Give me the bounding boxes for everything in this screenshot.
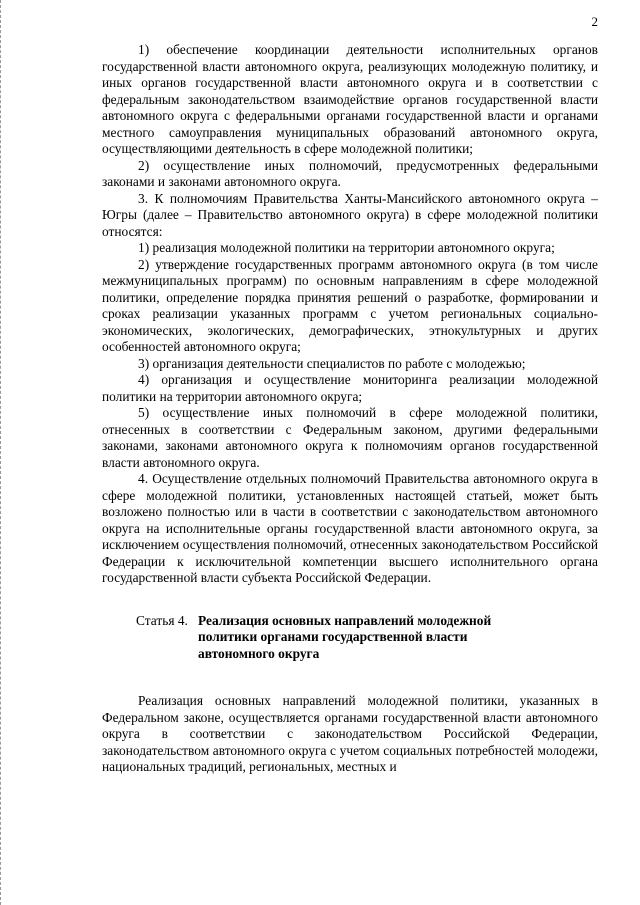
paragraph: 4) организация и осуществление мониторинга реализации молодежной политики на территории автономного округа; — [102, 372, 598, 404]
scan-edge — [0, 0, 4, 905]
article-label: Статья 4. — [136, 612, 188, 628]
document-body — [102, 42, 598, 776]
paragraph: 1) реализация молодежной политики на территории автономного округа; — [138, 240, 555, 255]
paragraph: 1) обеспечение координации деятельности исполнительных органов государственной власти автономного округа, реализующих молодежную политику, и иных органов государственной власти автономного округа и в соответствии с федеральным законодательством взаимодействие органов государственной власти автономного округа с федеральными органами государственной власти и органами местного самоуправления муниципальных образований автономного округа, осуществляющими деятельность в сфере молодежной политики; — [102, 42, 598, 156]
page-number: 2 — [591, 14, 598, 29]
article-body — [102, 693, 598, 776]
paragraph: 5) осуществление иных полномочий в сфере молодежной политики, отнесенных в соответствии с Федеральным законом, другими федеральными законами, законами автономного округа к полномочиям органов государственной власти автономного округа. — [102, 405, 598, 470]
paragraph: 2) осуществление иных полномочий, предусмотренных федеральными законами и законами автономного округа. — [102, 157, 598, 189]
paragraph: 2) утверждение государственных программ автономного округа (в том числе межмуниципальных программ) по основным направлениям в сфере молодежной политики, определение порядка принятия решений о разработке, формировании и сроках реализации указанных программ с учетом региональных социально-экономических, экологических, демографических, этнокультурных и других особенностей автономного округа; — [102, 256, 598, 354]
article-heading — [102, 613, 598, 663]
paragraph: Реализация основных направлений молодежной политики, указанных в Федеральном законе, осуществляется органами государственной власти автономного округа в соответствии с законодательством Российской Федерации, законодательством автономного округа с учетом социальных потребностей молодежи, национальных традиций, региональных, местных и — [102, 693, 598, 774]
paragraph: 3. К полномочиям Правительства Ханты-Мансийского автономного округа – Югры (далее – Правительство автономного округа) в сфере молодежной политики относятся: — [102, 190, 598, 239]
article-title: Реализация основных направлений молодежной политики органами государственной власти автономного округа — [198, 612, 492, 661]
paragraph: 3) организация деятельности специалистов по работе с молодежью; — [138, 355, 526, 371]
paragraph: 4. Осуществление отдельных полномочий Правительства автономного округа в сфере молодежной политики, установленных настоящей статьей, может быть возложено полностью или в части в соответствии с законодательством автономного округа на исполнительные органы государственной власти автономного округа, за исключением осуществления полномочий, отнесенных законодательством Российской Федерации к исключительной компетенции высшего исполнительного органа государственной власти субъекта Российской Федерации. — [102, 471, 598, 585]
